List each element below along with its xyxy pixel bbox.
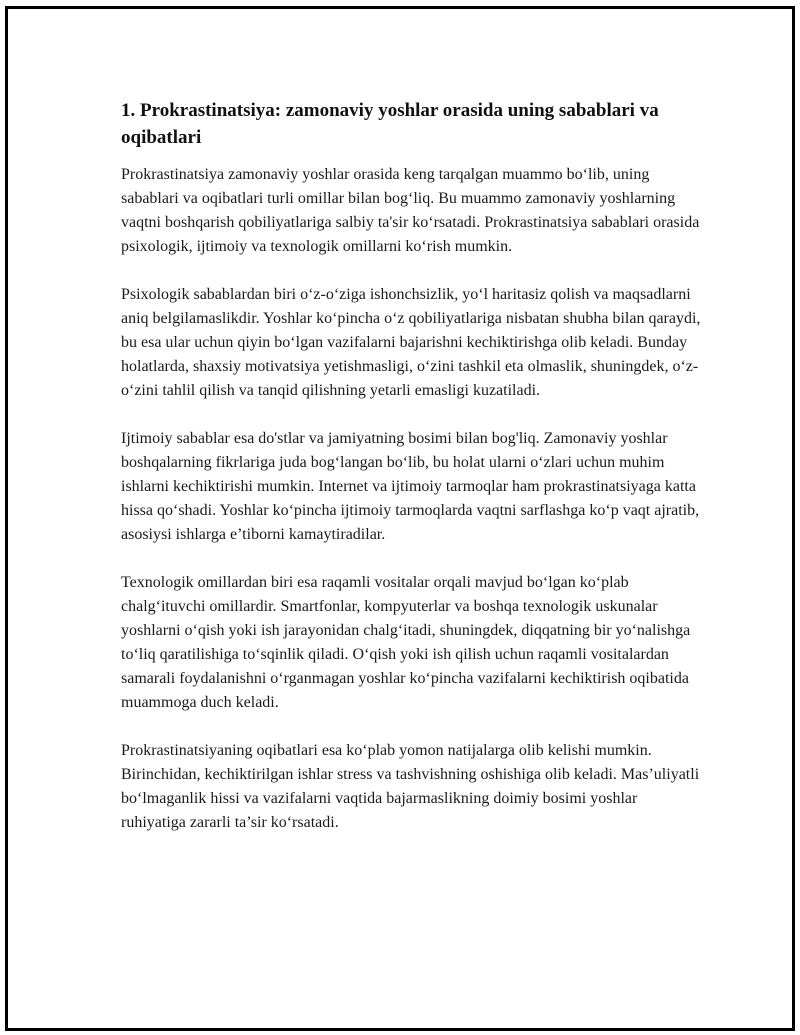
paragraph-technological: Texnologik omillardan biri esa raqamli vositalar orqali mavjud bo‘lgan ko‘plab chalg‘ituvchi omillardir. Smartfonlar, kompyuterlar va boshqa texnologik uskunalar yoshlarni o‘qish yoki ish jarayonidan chalg‘itadi, shuningdek, diqqatning bir yo‘nalishga to‘liq qaratilishiga to‘sqinlik qiladi. O‘qish yoki ish qilish uchun raqamli vositalardan samarali foydalanishni o‘rganmagan yoshlar ko‘pincha vazifalarni kechiktirish oqibatida muammoga duch keladi. <box>121 574 691 711</box>
document-body <box>121 97 706 859</box>
paragraph-consequences: Prokrastinatsiyaning oqibatlari esa ko‘plab yomon natijalarga olib kelishi mumkin. Birinchidan, kechiktirilgan ishlar stress va tashvishning oshishiga olib keladi. Mas’uliyatli bo‘lmaganlik hissi va vazifalarni vaqtida bajarmaslikning doimiy bosimi yoshlar ruhiyatiga zararli ta’sir ko‘rsatadi. <box>121 742 700 831</box>
paragraph-psychological: Psixologik sabablardan biri o‘z-o‘ziga ishonchsizlik, yo‘l haritasiz qolish va maqsadlarni aniq belgilamaslikdir. Yoshlar ko‘pincha o‘z qobiliyatlariga nisbatan shubha bilan qaraydi, bu esa ular uchun qiyin bo‘lgan vazifalarni bajarishni kechiktirishga olib keladi. Bunday holatlarda, shaxsiy motivatsiya yetishmasligi, o‘zini tashkil eta olmaslik, shuningdek, o‘z-o‘zini tahlil qilish va tanqid qilishning yetarli emasligi kuzatiladi. <box>121 286 701 399</box>
paragraph-social: Ijtimoiy sabablar esa do'stlar va jamiyatning bosimi bilan bog'liq. Zamonaviy yoshlar boshqalarning fikrlariga juda bog‘langan bo‘lib, bu holat ularni o‘zlari uchun muhim ishlarni kechiktirishi mumkin. Internet va ijtimoiy tarmoqlar ham prokrastinatsiyaga katta hissa qo‘shadi. Yoshlar ko‘pincha ijtimoiy tarmoqlarda vaqtni sarflashga ko‘p vaqt ajratib, asosiysi ishlarga e’tiborni kamaytiradilar. <box>121 430 700 543</box>
section-heading: 1. Prokrastinatsiya: zamonaviy yoshlar orasida uning sabablari va oqibatlari <box>121 100 659 148</box>
page-frame <box>5 6 795 1031</box>
paragraph-intro: Prokrastinatsiya zamonaviy yoshlar orasida keng tarqalgan muammo bo‘lib, uning sabablari va oqibatlari turli omillar bilan bog‘liq. Bu muammo zamonaviy yoshlarning vaqtni boshqarish qobiliyatlariga salbiy ta'sir ko‘rsatadi. Prokrastinatsiya sabablari orasida psixologik, ijtimoiy va texnologik omillarni ko‘rish mumkin. <box>121 166 700 255</box>
